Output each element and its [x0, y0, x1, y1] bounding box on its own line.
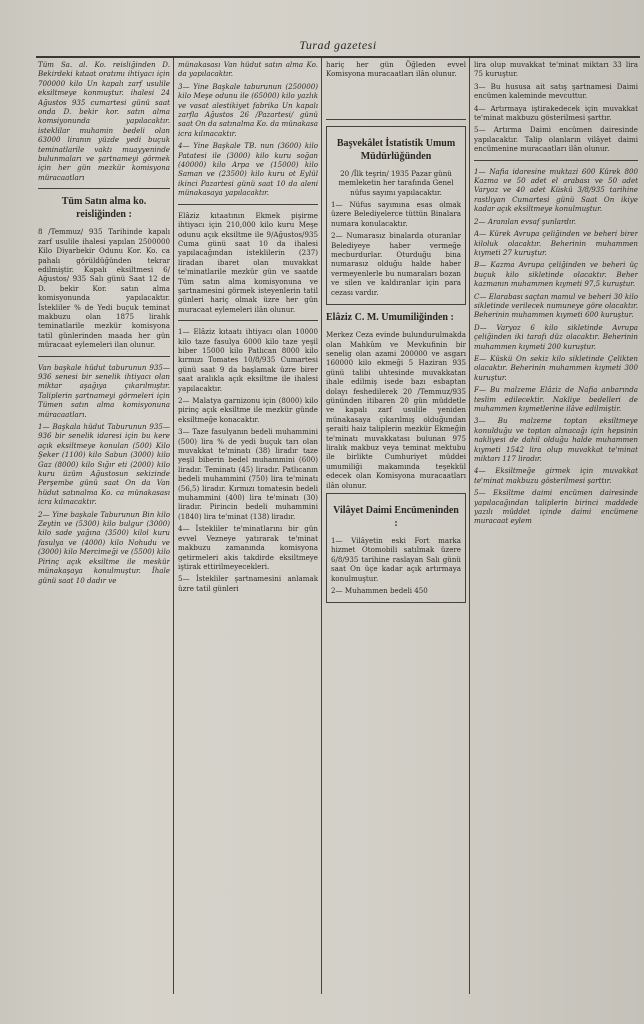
notice-paragraph: 3— Bu malzeme toptan eksiltmeye konulduğu ve toptan alınacağı için hepsinin nakliyesi de dahil olduğu halde muhammen kıymeti 1542 lira olup muvakkat te'minat miktarı 117 liradır. [474, 416, 638, 464]
notice-paragraph: 20 /İlk teşrin/ 1935 Pazar günü memleketin her tarafında Genel nüfus sayımı yapılacaktır. [338, 168, 454, 197]
notice-paragraph: 5— Artırma Daimi encümen dairesinde yapılacaktır. Talip olanların vilâyet daimi encümenine muracaatları ilân olunur. [474, 125, 638, 154]
notice-paragraph: münakasası Van hüdut satın alma Ko. da yapılacaktır. [178, 60, 318, 79]
notice-paragraph: hariç her gün Öğleden evvel Komisyona muracaatları ilân olunur. [326, 60, 466, 79]
notice-paragraph: 2— Malatya garnizonu için (8000) kilo pirinç açık eksiltme ile mezkür günde eksiltmeğe konacaktır. [178, 396, 318, 424]
column-divider [321, 58, 322, 994]
column-1 [38, 60, 170, 994]
section-heading: Elâziz C. M. Umumiliğinden : [326, 312, 454, 324]
notice-paragraph: 4— Yine Başkale TB. nun (3600) kilo Patatesi ile (3000) kilo kuru soğan (40000) kilo Arpa ve (15000) kilo Saman ve (23500) kilo kuru ot Eylül ikinci Pazartesi günü saat 10 da aleni münakasaya yapılacaktır. [178, 141, 318, 198]
notice-paragraph: Van başkale hüdut taburunun 935—936 senesi bir senelik ihtiyacı olan miktar aşağıya çıkarılmıştır. Taliplerin şartnameyi görmeleri için Tümen satın alma komisyonuna müracaatları. [38, 362, 170, 419]
notice-paragraph: 4— İstekliler te'minatlarını bir gün evvel Vezneye yatırarak te'minat makbuzu zamanında komisyona getirmeleri akis takdirde eksiltmeye iştirak ettirilmeyecekleri. [178, 524, 318, 571]
page-title: Turad gazetesi [299, 38, 377, 52]
column-4 [474, 60, 638, 994]
notice-paragraph: 5— Eksiltme daimi encümen dairesinde yapılacağından taliplerin birinci maddede yazılı müddet içinde daimi encümene muracaat eylem [474, 488, 638, 526]
notice-paragraph: Merkez Ceza evinde bulundurulmakda olan Mahkûm ve Mevkufinin bir senelig olan azami 200000 ve asgarı 160000 kilo ekmeği 5 Haziran 935 günü talibi uhtesinde muvakkatan ihale edilmiş isede bazı esbaptan dolayı feshedilerek 20 /Temmuz/935 gününden itibaren 20 gün müddetle ve kapalı zarf usulile yeniden münakasaya çıkarılmış olduğundan şeraiti haiz taliplerin mezkür Ekmeğin te'minatı muvakkatası bulunan 975 liralık makbuz veya teminat mektubu ile birlikte Cumhuriyet müddei umumiliği makamında teşekkül edecek olan Komisyona muracaatları ilân olunur. [326, 330, 466, 490]
column-3 [326, 60, 466, 994]
notice-paragraph: F— Bu malzeme Elâziz de Nafia anbarında teslim edilecektir. Nakliye bedelleri de muhammen kıymetlerine ilâve edilmiştir. [474, 385, 638, 413]
section-rule [38, 356, 170, 357]
notice-paragraph: 5— İstekliler şartnamesini anlamak üzre tatil günleri [178, 574, 318, 593]
notice-paragraph: D— Varyoz 6 kilo sikletinde Avrupa çeliğinden iki tarafı düz olacaktır. Beherinin muhammen kıymeti 200 kuruştur. [474, 322, 638, 351]
notice-paragraph: 3— Bu hususa ait satış şartnamesi Daimi encümen kaleminde mevcuttur. [474, 81, 638, 101]
section-heading: Başvekâlet İstatistik Umum Müdürlüğünden [336, 137, 456, 162]
notice-paragraph: C— Elarabası saçtan mamul ve beheri 30 kilo sikletinde verilecek numuneye göre olacaktır. Beherinin muhammen kıymeti 600 kuruştur. [474, 291, 638, 320]
census-notice-box [326, 126, 466, 305]
notice-paragraph: 2— Muhammen bedeli 450 [331, 586, 428, 596]
column-2 [178, 60, 318, 994]
notice-paragraph: lira olup muvakkat te'minat miktarı 33 lira 75 kuruştur. [474, 60, 638, 79]
notice-paragraph: 4— Artırmaya iştirakedecek için muvakkat te'minat makbuzu gösterilmesi şarttır. [474, 103, 638, 123]
council-notice-box [326, 493, 466, 603]
notice-paragraph: 2— Yine başkale Taburunun Bin kilo Zeytin ve (5300) kilo bulgur (3000) kilo sade yağına (3500) kilol kuru fasulya ve (4000) kilo Nohudu ve (3000) kilo Mercimeği ve (5500) kilo Pirinç açık eksiltme ile meskür münakaşaya konulmuştur. İhale günü saat 10 dadır ve [38, 509, 170, 585]
notice-paragraph: 2— Aranılan evsaf şunlardır. [474, 216, 577, 226]
section-rule [38, 188, 170, 189]
column-divider [173, 58, 174, 994]
section-rule [474, 160, 638, 161]
notice-paragraph: 1— Nüfus sayımına esas olmak üzere Belediyelerce tüttün Binalara numara konulacaktır. [331, 200, 461, 228]
notice-paragraph: E— Küskü On sekiz kilo sikletinde Çelikten olacaktır. Beherinin muhammen kıymeti 300 kuruştur. [474, 353, 638, 382]
column-divider [469, 58, 470, 994]
notice-paragraph: 3— Yine Başkale taburunun (250000) kilo Meşe odunu ile (65000) kilo yazlık ve vasat alestikiyet fabrika Un kapalı zarfla Ağustos 26 /Pazartesi/ günü saat On da satınalma Ko. da münakasa icra kılınacaktır. [178, 81, 318, 138]
notice-paragraph: 4— Eksiltmeğe girmek için muvakkat te'minat makbuzu gösterilmesi şarttır. [474, 466, 638, 485]
notice-paragraph: 2— Numarasız binalarda oturanlar Belediyeye haber vermeğe mecburdurlar. Oturduğu bina numarasız olduğu halde haber vermeyenlerle bu numaraları bozan ve silen ve kaldıranlar için para cezası vardır. [331, 231, 461, 297]
section-heading: Tüm Satın alma ko. reisliğinden : [61, 196, 147, 221]
notice-paragraph: Tüm Sa. al. Ko. reisliğinden D. Bekirdeki kıtaat oratımı ihtiyacı için 700000 kilo Un kapalı zarf usulile eksiltmeye konmuştur. ihalesi 24 Ağustos 935 cumartesi günü saat onda D. bekir kor. satın alma komsiyonunda yapılacaktır. isteklilar muhamin bedeli olan 63000 liranın yüzde yedi buçuk teminatlarile vaktı muayyeninde bulunmaları ve şartnameyi görmek için her gün mezkür komisyona müracaatları [38, 60, 170, 182]
section-heading: Vilâyet Daimi Encümeninden : [333, 505, 459, 529]
notice-paragraph: Elâziz kıtaatının Ekmek pişirme ihtiyacı için 210,000 kilo kuru Meşe odunu açık eksiltme ile 9/Ağustos/935 Cuma günü saat 10 da ihalesi yapılacağından isteklilerin (237) liradan ibaret olan muvakkat te'minatlarile mezkür gün ve saatde Tüm satın alma komisyonuna ve şartnamesini görmek isteyenlerin tatil günleri hariç olmak üzre her gün muracaat eylemeleri ilân olunur. [178, 210, 318, 314]
masthead [36, 34, 640, 58]
section-rule [178, 320, 318, 321]
notice-paragraph: 1— Başkala hüdut Taburunun 935—936 bir senelik idaresi için bu kere açık eksiltmeye konulan (500) Kilo Şeker (1100) kilo Sabun (3000) kilo Gaz (8000) kilo Sığır eti (2000) kilo kuru üzüm Ağustosun sekizinde Perşembe günü saat On da Van hüdut satınalma Ko. ca münakasası icra kılınacaktır. [38, 422, 170, 507]
notice-paragraph: 1— Elâziz kıtaatı ihtiyacı olan 10000 kilo taze fasulya 6000 kilo taze yeşil biber 15000 kilo Patlıcan 8000 kilo kırmızı Tomates 10/8/935 Cumartesi günü saat 9 da başlamak üzre birer saat aralıkla açık eksiltme ile ihalesi yapılacaktır. [178, 327, 318, 393]
section-rule [326, 119, 466, 120]
notice-paragraph: 3— Taze fasulyanın bedeli muhammini (500) lira % de yedi buçuk tarı olan muvakkat te'minatı (38) liradır taze yeşil biberin bedel muhammini (600) liradır. Teminatı (45) liradır. Patlıcanın bedeli muhammini (750) lira te'minatı (56,5) liradır. Kırmızı tomatesin bedeli muhammini (400) lira te'minatı (30) liradır. Pirincin bedeli muhammini (1840) lira te'minat (138) liradır. [178, 427, 318, 521]
notice-paragraph: 1— Nafia idaresine muktazi 600 Kürek 800 Kazma ve 50 adet el arabası ve 50 adet Varyoz ve 40 adet Küskü 3/8/935 tarihine rastlıyan Cumartesi günü Saat On ikiye kadar açık eksiltmeye konulmuştur. [474, 166, 638, 214]
notice-paragraph: A— Kürek Avrupa çeliğinden ve beheri birer kiloluk olacaktır. Beherinin muhammen kıymeti 27 kuruştur. [474, 229, 638, 257]
notice-paragraph: 8 /Temmuz/ 935 Tarihinde kapalı zarf usulile ihalesi yapılan 2500000 Kilo Diyarbekir Odunu Kor. Ko. ca pahalı görüldüğünden tekrar edilmiştir. Kapalı eksiltmesi 6/ Ağustos/ 935 Salı günü Saat 12 de D. bekir Kor. satın alma komisyonunda yapılacaktır. İstekliler % de Yedi buçuk teminat makbuzu olan 1875 liralık teminatlarile mezkür komisyona tatil günlerinden maada her gün müracaat eylemeleri ilan olunur. [38, 227, 170, 350]
notice-paragraph: 1— Vilâyetin eski Fort marka hizmet Otomobili satılmak üzere 6/8/935 tarihine raslayan Salı günü saat On üçe kadar açık artırmaya konulmuştur. [331, 536, 461, 583]
section-rule [178, 204, 318, 205]
notice-paragraph: B— Kazma Avrupa çeliğinden ve beheri üç buçuk kilo sikletinde olacaktır. Beher kazmanın muhammen kıymeti 97,5 kuruştur. [474, 260, 638, 289]
